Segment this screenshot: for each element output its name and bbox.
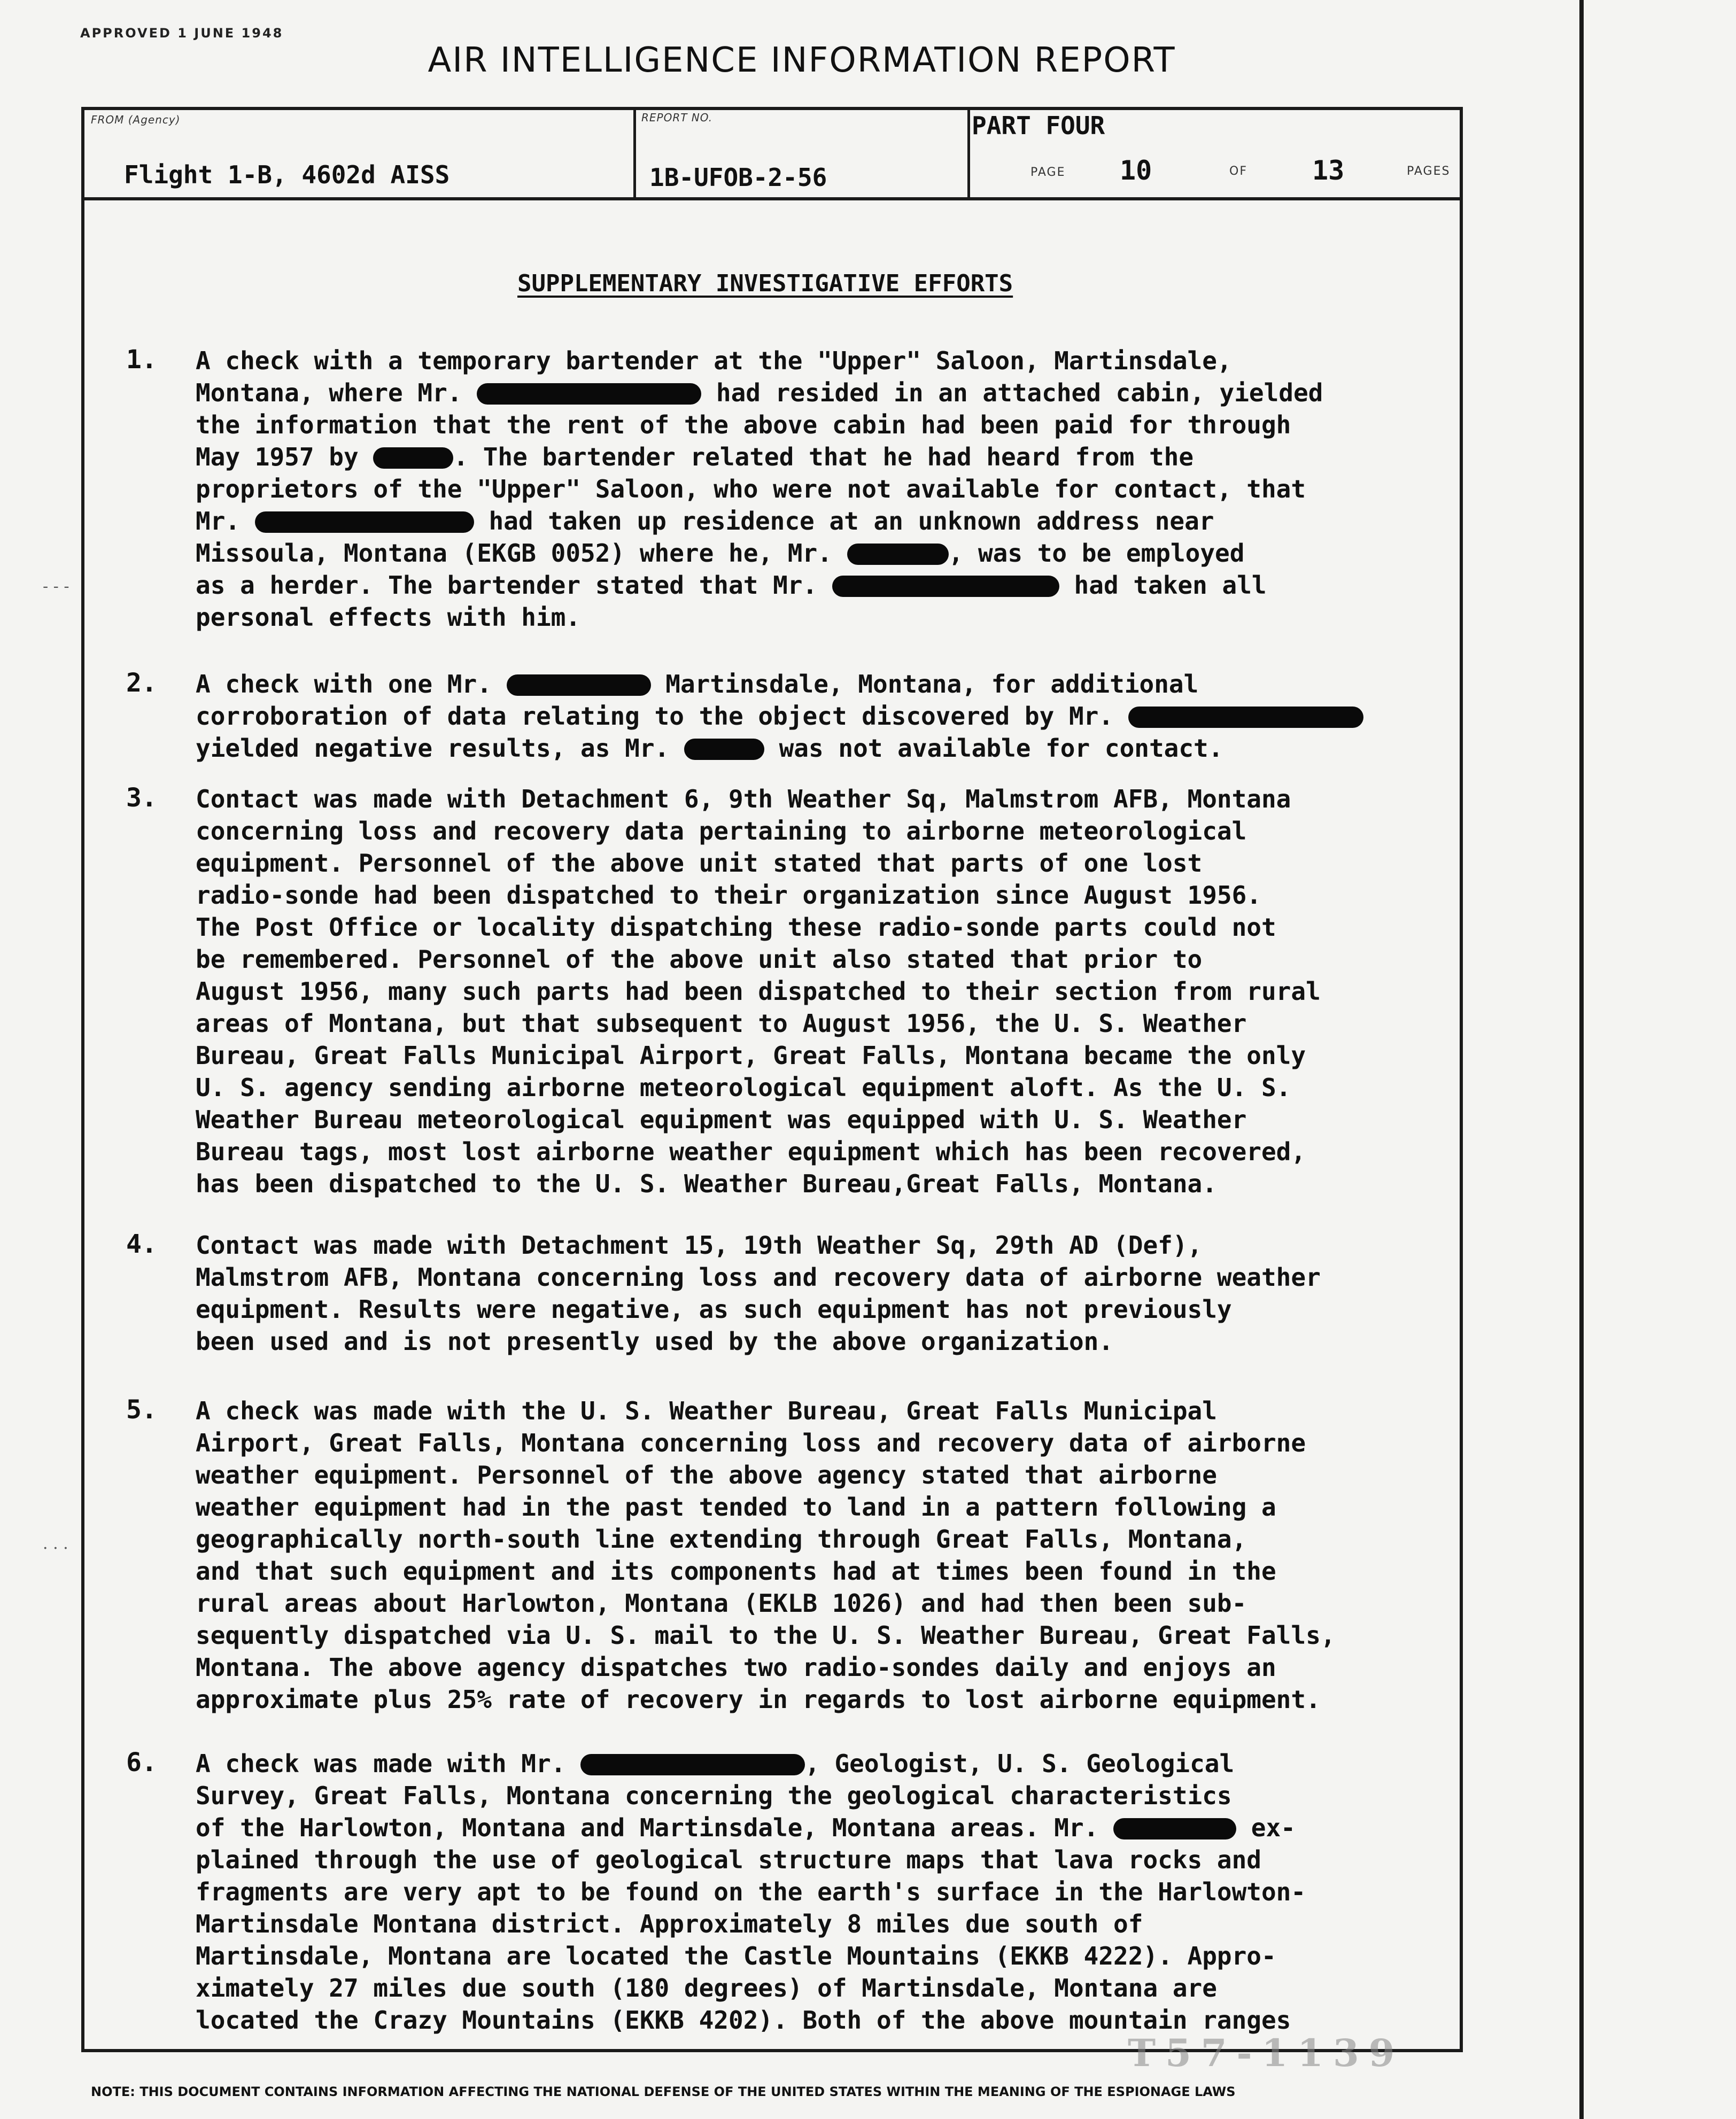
paragraph-number: 3. [126,783,157,813]
text-line: Survey, Great Falls, Montana concerning the geological characteristics [196,1781,1232,1810]
footer-note: NOTE: THIS DOCUMENT CONTAINS INFORMATION AFFECTING THE NATIONAL DEFENSE OF THE UNITED STATES WITHIN THE MEANING OF THE ESPIONAGE LAWS [91,2084,1236,2099]
text-line: Bureau, Great Falls Municipal Airport, Great Falls, Montana became the only [196,1041,1306,1070]
text-line: sequently dispatched via U. S. mail to the U. S. Weather Bureau, Great Falls, [196,1621,1336,1650]
text-line: Montana. The above agency dispatches two radio-sondes daily and enjoys an [196,1653,1276,1682]
redaction-bar [847,544,949,565]
text-line: rural areas about Harlowton, Montana (EKLB 1026) and had then been sub- [196,1589,1247,1618]
text-line: approximate plus 25% rate of recovery in regards to lost airborne equipment. [196,1685,1321,1714]
text-line: be remembered. Personnel of the above unit also stated that prior to [196,945,1203,974]
text-line: August 1956, many such parts had been dispatched to their section from rural [196,977,1321,1006]
text-line: radio-sonde had been dispatched to their organization since August 1956. [196,881,1261,910]
text-line: personal effects with him. [196,603,581,632]
text-line: A check was made with the U. S. Weather Bureau, Great Falls Municipal [196,1396,1217,1425]
text-line: Contact was made with Detachment 15, 19th Weather Sq, 29th AD (Def), [196,1231,1203,1260]
paragraph-number: 5. [126,1395,157,1425]
text-line: as a herder. The bartender stated that Mr. had taken all [196,571,1267,600]
paragraph-number: 1. [126,345,157,375]
text-line: A check was made with Mr. , Geologist, U. S. Geological [196,1749,1235,1778]
text-line: the information that the rent of the above cabin had been paid for through [196,410,1291,439]
text-line: been used and is not presently used by the above organization. [196,1327,1114,1356]
header-divider [633,107,636,200]
text-line: proprietors of the "Upper" Saloon, who were not available for contact, that [196,475,1306,503]
approval-stamp-text: APPROVED 1 JUNE 1948 [80,26,284,41]
paragraph-number: 6. [126,1748,157,1778]
redaction-bar [373,447,453,469]
margin-mark: - - - [43,577,69,596]
section-heading: SUPPLEMENTARY INVESTIGATIVE EFFORTS [517,270,1013,297]
paragraph-number: 4. [126,1229,157,1259]
margin-mark: · · · [43,1539,68,1558]
text-line: Contact was made with Detachment 6, 9th Weather Sq, Malmstrom AFB, Montana [196,785,1291,813]
text-line: Malmstrom AFB, Montana concerning loss and recovery data of airborne weather [196,1263,1321,1292]
redaction-bar [832,576,1059,597]
text-line: has been dispatched to the U. S. Weather Bureau,Great Falls, Montana. [196,1169,1217,1198]
document-stamp-number: T57-1139 [1128,2031,1405,2075]
redaction-bar [580,1754,805,1775]
text-line: Weather Bureau meteorological equipment was equipped with U. S. Weather [196,1105,1247,1134]
redaction-bar [255,511,474,533]
redaction-bar [1113,1818,1236,1839]
report-no-value: 1B-UFOB-2-56 [649,163,827,192]
text-line: equipment. Results were negative, as such equipment has not previously [196,1295,1232,1324]
text-line: weather equipment had in the past tended to land in a pattern following a [196,1493,1276,1522]
text-line: Martinsdale, Montana are located the Castle Mountains (EKKB 4222). Appro- [196,1942,1276,1970]
text-line: A check with a temporary bartender at the "Upper" Saloon, Martinsdale, [196,346,1232,375]
text-line: weather equipment. Personnel of the above agency stated that airborne [196,1461,1217,1489]
from-value: Flight 1-B, 4602d AISS [124,160,450,189]
text-line: Bureau tags, most lost airborne weather equipment which has been recovered, [196,1137,1306,1166]
report-title: AIR INTELLIGENCE INFORMATION REPORT [428,41,1176,80]
text-line: concerning loss and recovery data pertaining to airborne meteorological [196,817,1247,845]
text-line: yielded negative results, as Mr. was not available for contact. [196,734,1223,763]
page-label: PAGE [1030,166,1066,179]
text-line: areas of Montana, but that subsequent to August 1956, the U. S. Weather [196,1009,1247,1038]
of-label: OF [1229,165,1247,178]
text-line: U. S. agency sending airborne meteorological equipment aloft. As the U. S. [196,1073,1291,1102]
text-line: and that such equipment and its components had at times been found in the [196,1557,1276,1586]
text-line: Martinsdale Montana district. Approximately 8 miles due south of [196,1910,1143,1938]
text-line: May 1957 by . The bartender related that he had heard from the [196,443,1194,471]
text-line: equipment. Personnel of the above unit stated that parts of one lost [196,849,1203,878]
text-line: A check with one Mr. Martinsdale, Montana, for additional [196,670,1199,698]
text-line: Airport, Great Falls, Montana concerning loss and recovery data of airborne [196,1429,1306,1457]
report-no-label: REPORT NO. [641,111,713,124]
redaction-bar [477,383,701,405]
part-label: PART FOUR [972,111,1105,140]
redaction-bar [1128,707,1363,728]
redaction-bar [684,739,764,760]
pages-label: PAGES [1407,165,1451,178]
text-line: corroboration of data relating to the object discovered by Mr. [196,700,1363,732]
text-line: Missoula, Montana (EKGB 0052) where he, Mr. , was to be employed [196,539,1245,568]
text-line: Mr. had taken up residence at an unknown address near [196,507,1214,535]
total-pages: 13 [1312,155,1345,186]
scan-edge-line [1579,0,1584,2119]
header-divider [967,107,970,200]
from-label: FROM (Agency) [91,113,181,126]
text-line: ximately 27 miles due south (180 degrees) of Martinsdale, Montana are [196,1974,1217,2002]
redaction-bar [507,674,651,696]
paragraph-number: 2. [126,668,157,698]
text-line: The Post Office or locality dispatching these radio-sonde parts could not [196,913,1276,942]
page-number: 10 [1120,155,1152,186]
text-line: fragments are very apt to be found on the earth's surface in the Harlowton- [196,1877,1306,1906]
text-line: geographically north-south line extending through Great Falls, Montana, [196,1525,1247,1554]
text-line: plained through the use of geological structure maps that lava rocks and [196,1845,1261,1874]
text-line: Montana, where Mr. had resided in an attached cabin, yielded [196,378,1323,407]
text-line: located the Crazy Mountains (EKKB 4202). Both of the above mountain ranges [196,2006,1291,2035]
text-line: of the Harlowton, Montana and Martinsdale, Montana areas. Mr. ex- [196,1813,1296,1842]
